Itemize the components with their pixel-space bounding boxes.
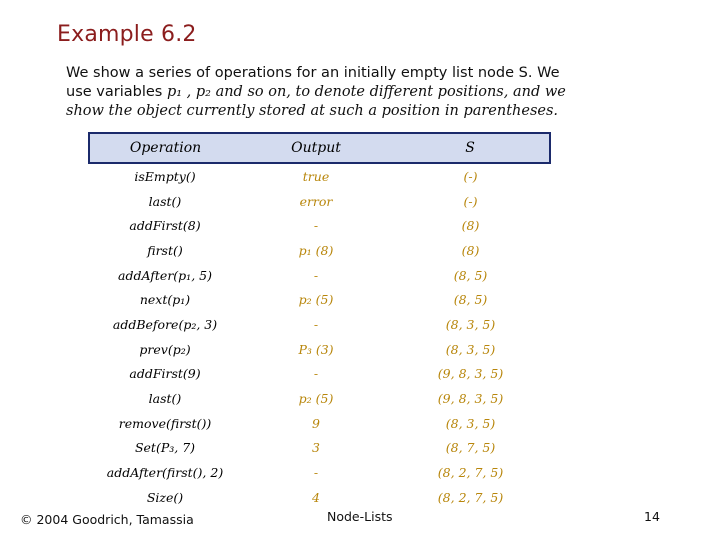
cell-s: (8, 5) [453,267,488,283]
header-output: Output [241,133,391,163]
table-header-row [89,133,550,163]
cell-operation: addAfter(p₁, 5) [118,267,212,283]
cell-s: (8, 3, 5) [445,316,496,332]
cell-s: (8, 2, 7, 5) [437,465,504,481]
cell-s: (8, 3, 5) [445,341,496,357]
cell-output: - [313,366,319,382]
cell-output: true [302,168,330,184]
cell-operation: last() [148,391,182,407]
cell-operation: last() [148,193,182,209]
table-row [89,460,550,485]
table-row [89,287,550,312]
footer-copyright: © 2004 Goodrich, Tamassia [20,512,194,527]
cell-output: - [313,267,319,283]
table-row [89,312,550,337]
page-number: 14 [644,509,660,524]
cell-output: p₂ (5) [298,391,334,407]
cell-operation: Set(P₃, 7) [134,440,196,456]
cell-operation: addFirst(9) [129,366,201,382]
table-row [89,213,550,238]
cell-s: (9, 8, 3, 5) [437,391,504,407]
cell-s: (8) [461,242,480,258]
cell-operation: addBefore(p₂, 3) [112,316,218,332]
table-row [89,386,550,411]
intro-paragraph [66,64,566,121]
cell-output: p₁ (8) [298,242,334,258]
cell-s: (8, 2, 7, 5) [437,489,504,505]
table-row [89,263,550,288]
table-row [89,189,550,214]
cell-output: p₂ (5) [298,292,334,308]
cell-operation: addFirst(8) [129,218,201,234]
cell-operation: next(p₁) [139,292,191,308]
slide-title: Example 6.2 [57,22,197,47]
cell-operation: remove(first()) [118,415,212,431]
table-row [89,362,550,387]
cell-output: 3 [312,440,320,456]
cell-output: - [313,218,319,234]
table-row [89,436,550,461]
cell-s: (8, 7, 5) [445,440,496,456]
table-row [89,411,550,436]
intro-line-3: show the object currently stored at such a position in parentheses. [66,103,559,119]
cell-output: - [313,316,319,332]
cell-s: (8) [461,218,480,234]
intro-line-2-italic: p₁ , p₂ and so on, to denote different positions, and we [166,84,566,100]
table-row [89,337,550,362]
cell-s: (9, 8, 3, 5) [437,366,504,382]
cell-output: 9 [312,415,320,431]
table-row [89,163,550,189]
cell-output: P₃ (3) [298,341,334,357]
cell-output: - [313,465,319,481]
cell-s: (-) [463,193,478,209]
table-row [89,238,550,263]
header-operation: Operation [89,133,241,163]
intro-line-2-plain: use variables [66,84,167,100]
cell-output: error [299,193,333,209]
intro-line-1: We show a series of operations for an initially empty list node S. We [66,65,560,81]
cell-s: (8, 3, 5) [445,415,496,431]
cell-operation: first() [147,242,183,258]
cell-output: 4 [312,489,320,505]
table-row [89,485,550,510]
cell-operation: isEmpty() [134,168,196,184]
footer-topic: Node-Lists [327,509,393,524]
header-s: S [391,133,550,163]
cell-operation: addAfter(first(), 2) [106,465,224,481]
operations-table [88,132,551,510]
cell-s: (8, 5) [453,292,488,308]
cell-operation: Size() [146,489,184,505]
cell-s: (-) [463,168,478,184]
cell-operation: prev(p₂) [139,341,191,357]
